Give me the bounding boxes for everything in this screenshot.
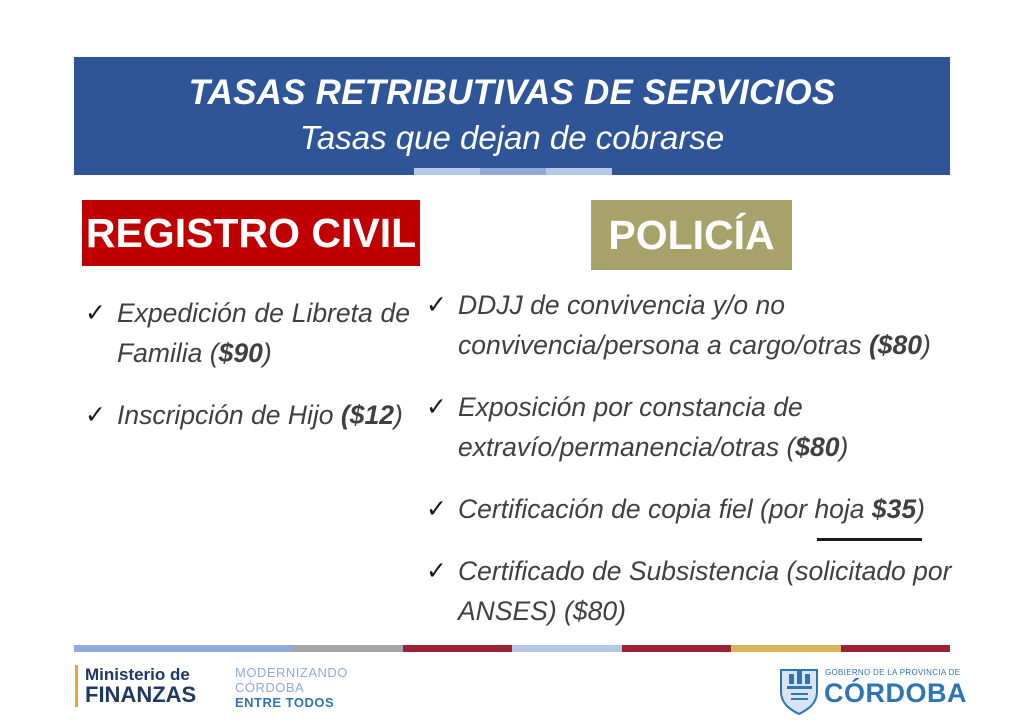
page-title: TASAS RETRIBUTIVAS DE SERVICIOS (188, 73, 836, 112)
header-banner (74, 57, 950, 175)
registro-civil-badge: REGISTRO CIVIL (82, 200, 420, 266)
item-suffix: ) (922, 330, 931, 360)
item-suffix: ) (262, 338, 272, 368)
item-price: $90 (218, 338, 263, 368)
finanzas-label: FINANZAS (85, 682, 197, 707)
list-item (85, 293, 410, 373)
stripe-segment (731, 645, 841, 652)
list-item (85, 395, 410, 435)
checkmark-icon: ✓ (426, 393, 447, 421)
header-accent-strip (480, 168, 546, 175)
item-suffix: ) (916, 494, 925, 524)
list-item (426, 285, 1016, 365)
checkmark-icon: ✓ (426, 291, 447, 319)
item-text-underlined: por hoja (768, 494, 865, 524)
list-item (426, 489, 1016, 529)
modernizando-line1: MODERNIZANDO (235, 665, 348, 680)
cordoba-label: CÓRDOBA (824, 678, 967, 708)
underline-mark (817, 538, 922, 541)
logo-accent-bar (75, 665, 78, 707)
modernizando-line3: ENTRE TODOS (235, 695, 335, 710)
checkmark-icon: ✓ (426, 495, 447, 523)
item-text: Certificación de copia fiel ( (458, 494, 769, 524)
policia-badge: POLICÍA (591, 200, 792, 270)
footer-stripe (74, 645, 950, 652)
item-text: Certificado de Subsistencia (solicitado por ANSES) ($80) (458, 556, 952, 626)
page-subtitle: Tasas que dejan de cobrarse (299, 119, 725, 156)
stripe-segment (622, 645, 732, 652)
checkmark-icon: ✓ (85, 299, 106, 327)
stripe-segment (841, 645, 951, 652)
item-price: $35 (871, 494, 917, 524)
stripe-segment (512, 645, 622, 652)
item-suffix: ) (839, 432, 849, 462)
policia-list (426, 285, 1016, 653)
modernizando-logo (235, 665, 348, 710)
checkmark-icon: ✓ (85, 401, 106, 429)
item-text: Exposición por constancia de extravío/permanencia/otras ( (458, 392, 803, 462)
gobierno-label: GOBIERNO DE LA PROVINCIA DE (825, 668, 961, 677)
item-suffix: ) (393, 400, 403, 430)
item-price: ($12 (340, 400, 394, 430)
modernizando-line2: CÓRDOBA (235, 680, 305, 695)
item-text (865, 494, 872, 524)
list-item (426, 387, 1016, 467)
stripe-segment (403, 645, 513, 652)
header-accent-strip (546, 168, 612, 175)
item-text: DDJJ de convivencia y/o no convivencia/persona a cargo/otras (458, 290, 869, 360)
item-text: Expedición de Libreta de Familia ( (117, 298, 410, 368)
item-price: ($80 (868, 330, 923, 360)
item-price: $80 (795, 432, 840, 462)
registro-civil-list (85, 293, 410, 457)
header-accent-strip (414, 168, 480, 175)
stripe-segment (74, 645, 184, 652)
ministerio-finanzas-logo (75, 665, 196, 709)
stripe-segment (293, 645, 403, 652)
stripe-segment (184, 645, 294, 652)
ministerio-label: Ministerio de (85, 665, 190, 684)
item-text: Inscripción de Hijo (117, 400, 341, 430)
checkmark-icon: ✓ (426, 557, 447, 585)
list-item (426, 551, 1016, 631)
